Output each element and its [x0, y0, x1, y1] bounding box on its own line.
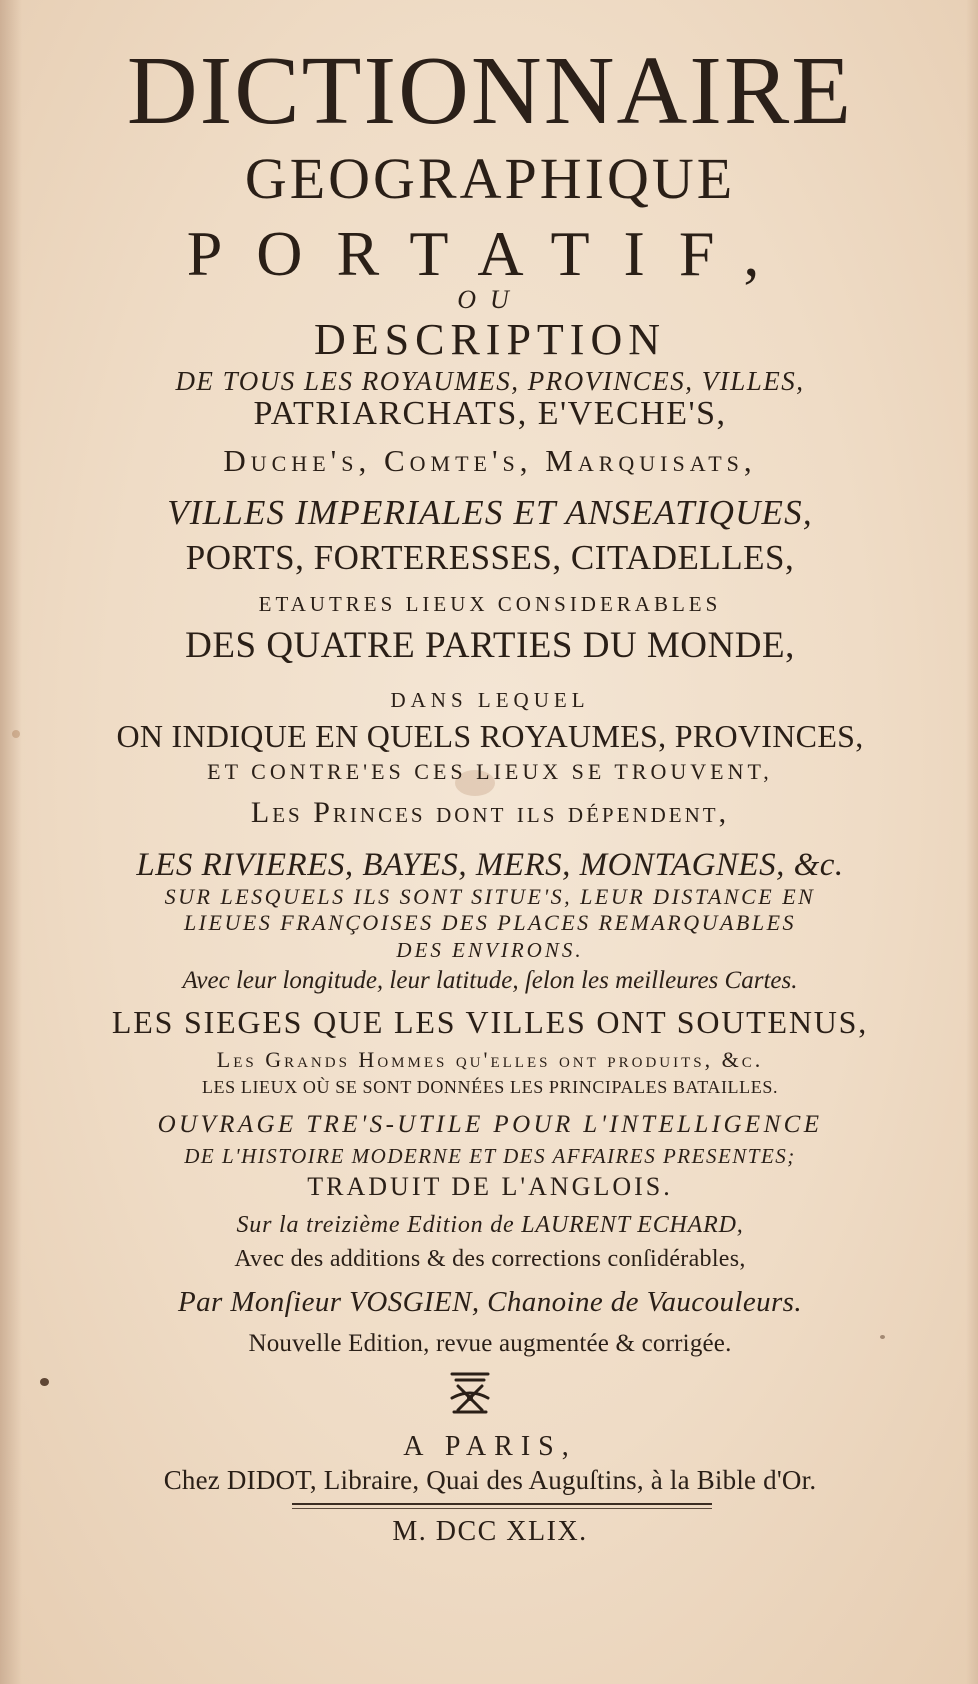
- line-ports: PORTS, FORTERESSES, CITADELLES,: [185, 538, 795, 577]
- line-sieges: LES SIEGES QUE LES VILLES ONT SOUTENUS,: [111, 1004, 869, 1040]
- imprint-publisher: Chez DIDOT, Libraire, Quai des Auguſtins, à la Bible d'Or.: [163, 1465, 817, 1495]
- imprint-date: M. DCC XLIX.: [392, 1516, 588, 1547]
- line-princes: Les Princes dont ils dépendent,: [250, 796, 730, 829]
- subtitle-portatif: PORTATIF,: [186, 218, 794, 289]
- line-villes-imperiales: VILLES IMPERIALES ET ANSEATIQUES,: [167, 493, 813, 532]
- imprint-rule: [292, 1503, 712, 1509]
- line-additions: Avec des additions & des corrections conſidérables,: [234, 1246, 746, 1272]
- line-dans-lequel: DANS LEQUEL: [390, 688, 590, 712]
- line-longitude: Avec leur longitude, leur latitude, ſelon les meilleures Cartes.: [182, 967, 798, 994]
- line-nouvelle-edition: Nouvelle Edition, revue augmentée & corrigée.: [248, 1330, 732, 1357]
- line-batailles: LES LIEUX OÙ SE SONT DONNÉES LES PRINCIPALES BATAILLES.: [201, 1077, 779, 1097]
- line-duches: Duche's, Comte's, Marquisats,: [223, 443, 757, 478]
- line-on-indique: ON INDIQUE EN QUELS ROYAUMES, PROVINCES,: [116, 718, 864, 754]
- line-contrees: ET CONTRE'ES CES LIEUX SE TROUVENT,: [207, 759, 773, 784]
- line-traduit: TRADUIT DE L'ANGLOIS.: [307, 1172, 673, 1201]
- main-title: DICTIONNAIRE: [126, 37, 854, 145]
- subtitle-geographique: GEOGRAPHIQUE: [244, 146, 736, 211]
- line-autres-lieux: ETAUTRES LIEUX CONSIDERABLES: [258, 592, 722, 616]
- line-quatre-parties: DES QUATRE PARTIES DU MONDE,: [185, 625, 795, 666]
- line-rivieres: LES RIVIERES, BAYES, MERS, MONTAGNES, &c.: [136, 847, 844, 883]
- line-edition-source: Sur la treizième Edition de LAURENT ECHARD,: [236, 1212, 744, 1238]
- line-tous-les-royaumes: DE TOUS LES ROYAUMES, PROVINCES, VILLES,: [175, 366, 805, 396]
- line-lieues: LIEUES FRANÇOISES DES PLACES REMARQUABLES: [183, 910, 797, 935]
- ink-spot: [40, 1378, 49, 1386]
- line-author: Par Monſieur VOSGIEN, Chanoine de Vaucouleurs.: [177, 1286, 803, 1318]
- imprint-city: A PARIS,: [403, 1431, 577, 1462]
- line-histoire: DE L'HISTOIRE MODERNE ET DES AFFAIRES PRESENTES;: [184, 1144, 796, 1168]
- printers-ornament-icon: [446, 1368, 494, 1416]
- line-ouvrage: OUVRAGE TRE'S-UTILE POUR L'INTELLIGENCE: [157, 1111, 823, 1138]
- description-heading: DESCRIPTION: [313, 315, 667, 364]
- line-environs: DES ENVIRONS.: [396, 938, 584, 962]
- line-patriarchats: PATRIARCHATS, E'VECHE'S,: [253, 395, 727, 432]
- line-situes: SUR LESQUELS ILS SONT SITUE'S, LEUR DISTANCE EN: [164, 884, 816, 909]
- line-grands-hommes: Les Grands Hommes qu'elles ont produits, &c.: [216, 1047, 764, 1072]
- foxing-stain: [12, 730, 20, 738]
- conjunction-ou: OU: [457, 285, 523, 314]
- binding-shadow: [0, 0, 22, 1684]
- page-edge: [966, 0, 978, 1684]
